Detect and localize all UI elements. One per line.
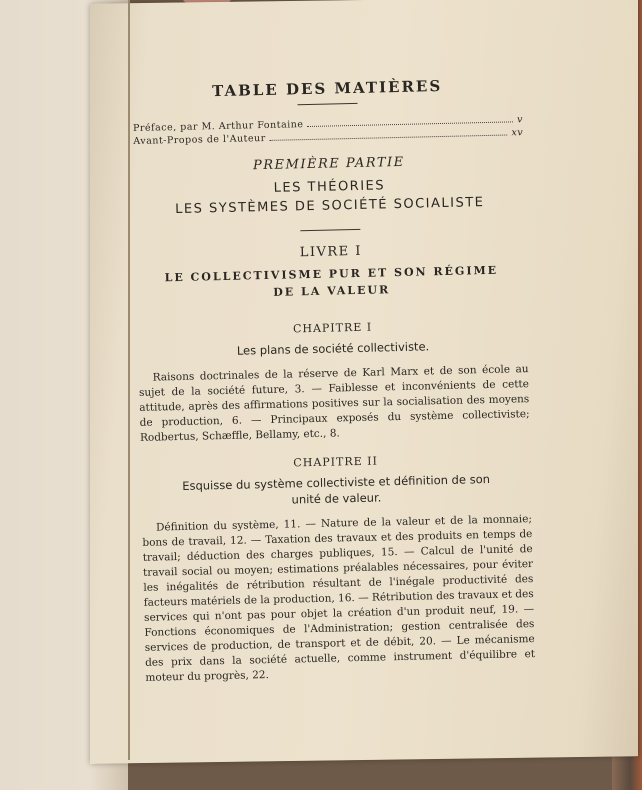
livre-title xyxy=(136,261,527,304)
part-title-line2: LES SYSTÈMES DE SOCIÉTÉ SOCIALISTE xyxy=(175,195,485,218)
toc-leader-dots xyxy=(307,114,513,127)
livre-title-line1: LE COLLECTIVISME PUR ET SON RÉGIME xyxy=(164,263,499,285)
toc-entry-page: xv xyxy=(511,127,524,139)
page-gutter xyxy=(128,0,130,760)
title-rule xyxy=(298,103,358,105)
toc-entry-label: Préface, par M. Arthur Fontaine xyxy=(132,119,304,134)
part-heading: PREMIÈRE PARTIE xyxy=(252,154,405,174)
toc-entry-label: Avant-Propos de l'Auteur xyxy=(133,132,266,147)
chapter-1-summary: Raisons doctrinales de la réserve de Karl Marx et de son école au sujet de la société future, 3. — Faiblesse et inconvénients de cette attitude, après des affirmations positives sur la socialisation des moyens de production, 6. — Principaux exposés du système collectiviste; Rodbertus, Schæffle, Bellamy, etc., 8. xyxy=(138,363,530,444)
chapter-2-title: Esquisse du système collectiviste et définition de son unité de valeur. xyxy=(182,471,491,507)
page-title: TABLE DES MATIÈRES xyxy=(211,76,443,101)
chapter-1-title: Les plans de société collectiviste. xyxy=(236,339,430,358)
part-title-line1: LES THÉORIES xyxy=(273,178,386,196)
livre-title-line2: DE LA VALEUR xyxy=(273,283,391,299)
livre-heading: LIVRE I xyxy=(299,243,363,261)
table-of-contents xyxy=(132,75,536,700)
part-rule xyxy=(300,229,360,231)
toc-entry-page: v xyxy=(516,114,524,126)
chapter-2-heading: CHAPITRE II xyxy=(293,454,379,470)
chapter-2-summary: Définition du système, 11. — Nature de la valeur et de la monnaie; bons de travail, 12. — Taxation des travaux et des produits en temps de travail; déduction des charges publiques, 15. — Calcul de l'unité de travail social ou moyen; estimations préalables nécessaires, pour éviter les inégalités de rétribution résultant de l'inégale productivité des facteurs matériels de la production, 16. — Rétribution des travaux et des services qui n'ont pas pour objet la création d'un produit neuf, 19. — Fonctions économiques de l'Administration; gestion centralisée des services de production, de transport et de débit, 20. — Le mécanisme des prix dans la société actuelle, comme instrument d'équilibre et moteur du progrès, 22. xyxy=(142,513,536,684)
chapter-1-heading: CHAPITRE I xyxy=(292,320,373,336)
